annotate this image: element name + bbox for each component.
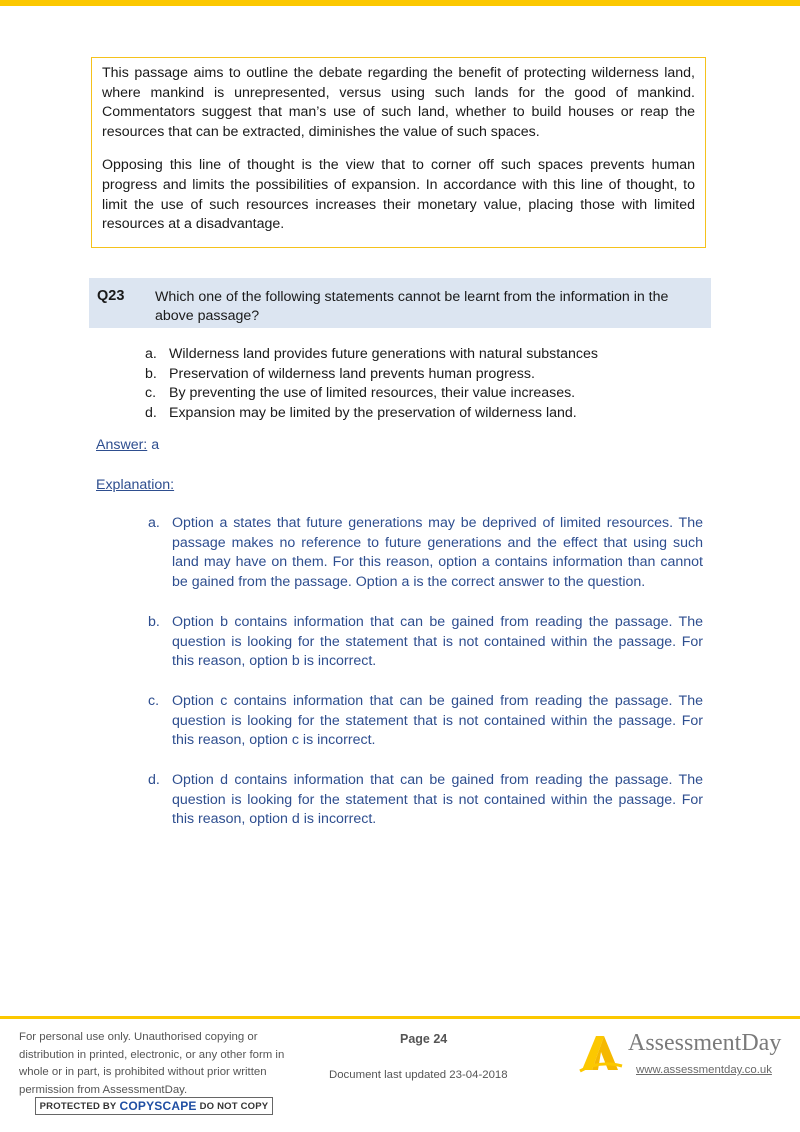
answer-value: a <box>147 437 160 453</box>
option-c <box>145 384 598 404</box>
answer-label: Answer: <box>96 437 148 453</box>
explanation-letter: b. <box>148 613 160 630</box>
explanation-text: Option c contains information that can be gained from reading the passage. The question is looking for the statement that is not contained within the passage. For this reason, option c is incorrect. <box>172 692 703 749</box>
question-text: Which one of the following statements cannot be learnt from the information in the above passage? <box>155 289 669 324</box>
explanation-item-b <box>148 613 703 672</box>
explanation-list <box>148 514 703 850</box>
explanation-text: Option d contains information that can be gained from reading the passage. The question is looking for the statement that is not contained within the passage. For this reason, option d is incorrect. <box>172 772 703 828</box>
last-updated: Document last updated 23-04-2018 <box>329 1069 508 1081</box>
explanation-item-a <box>148 514 703 593</box>
copyright-notice: For personal use only. Unauthorised copying or distribution in printed, electronic, or any other form in whole or in part, is prohibited without prior written permission from AssessmentDay. <box>19 1031 285 1096</box>
brand-name: AssessmentDay <box>628 1030 782 1056</box>
explanation-letter: d. <box>148 772 160 789</box>
option-b <box>145 365 598 385</box>
option-letter: b. <box>145 365 157 382</box>
option-text: By preventing the use of limited resources, their value increases. <box>169 385 576 401</box>
answer-options <box>145 345 598 423</box>
explanation-item-d <box>148 771 703 830</box>
copyscape-suffix: DO NOT COPY <box>199 1100 269 1112</box>
brand-url-link[interactable]: www.assessmentday.co.uk <box>636 1064 772 1076</box>
option-d <box>145 404 598 424</box>
option-letter: d. <box>145 404 157 421</box>
passage-paragraph-1: This passage aims to outline the debate regarding the benefit of protecting wilderness land, where mankind is unrepresented, versus using such lands for the good of mankind. Commentators suggest that man’s use of such land, whether to build houses or reap the resources that can be extracted, diminishes the value of such spaces. <box>102 65 695 140</box>
copyscape-brand: COPYSCAPE <box>119 1099 197 1113</box>
explanation-text: Option a states that future generations may be deprived of limited resources. The passage makes no reference to future generations and the effect that using such land may have on them. For this reason, option a contains information than cannot be gained from the passage. Option a is the correct answer to the question. <box>172 515 703 591</box>
answer-line <box>96 437 159 453</box>
explanation-heading: Explanation: <box>96 477 175 493</box>
explanation-text: Option b contains information that can be gained from reading the passage. The question is looking for the statement that is not contained within the passage. For this reason, option b is incorrect. <box>172 613 703 670</box>
assessmentday-logo-icon <box>578 1030 623 1074</box>
top-accent-bar <box>0 0 800 6</box>
page-number: Page 24 <box>400 1032 448 1046</box>
explanation-item-c <box>148 692 703 751</box>
question-number: Q23 <box>97 288 125 304</box>
option-text: Wilderness land provides future generations with natural substances <box>169 346 599 362</box>
footer-divider <box>0 1016 800 1019</box>
explanation-letter: a. <box>148 515 160 531</box>
option-letter: a. <box>145 346 157 362</box>
copyscape-badge[interactable] <box>35 1097 273 1115</box>
explanation-letter: c. <box>148 692 160 709</box>
passage-paragraph-2: Opposing this line of thought is the view that to corner off such spaces prevents human progress and limits the possibilities of expansion. In accordance with this line of thought, to limit the use of such resources increases their monetary value, placing those with limited resources at a disadvantage. <box>102 157 695 233</box>
option-text: Preservation of wilderness land prevents human progress. <box>169 365 535 382</box>
option-text: Expansion may be limited by the preservation of wilderness land. <box>169 404 577 421</box>
option-a <box>145 345 598 365</box>
passage-box <box>91 57 706 248</box>
option-letter: c. <box>145 385 157 401</box>
question-header <box>89 278 711 328</box>
copyscape-prefix: PROTECTED BY <box>39 1100 117 1112</box>
